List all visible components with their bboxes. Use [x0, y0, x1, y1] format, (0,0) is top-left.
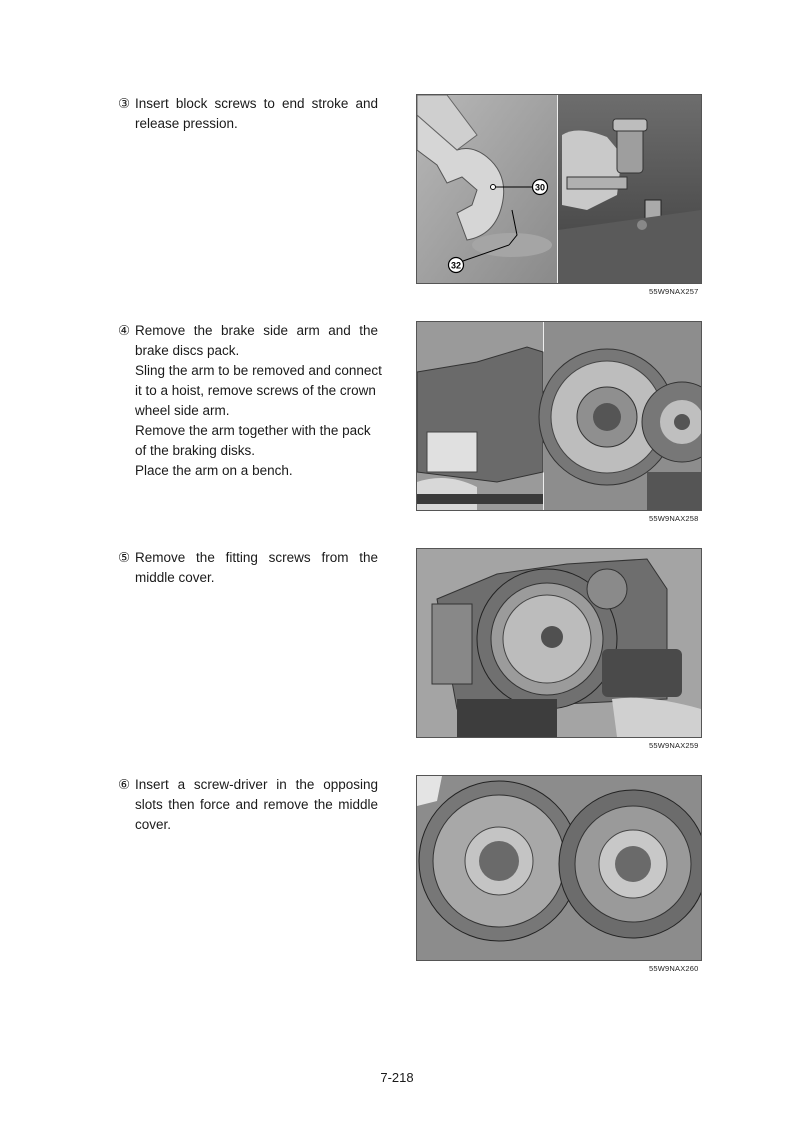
step-line: release pression.: [135, 116, 238, 131]
step-line: Sling the arm to be removed and connect: [135, 363, 382, 378]
step-line: Remove the fitting screws from the: [135, 550, 378, 565]
callout-32: 32: [450, 260, 462, 271]
image-code: 55W9NAX259: [649, 741, 699, 750]
image-code: 55W9NAX257: [649, 287, 699, 296]
step-line: wheel side arm.: [135, 403, 230, 418]
step-line: Insert a screw-driver in the opposing: [135, 777, 378, 792]
step-line: it to a hoist, remove screws of the crown: [135, 383, 376, 398]
step-number: ③: [118, 96, 131, 111]
step-line: Place the arm on a bench.: [135, 463, 293, 478]
photo-middle-cover-screws: [416, 548, 702, 738]
photo-brake-side-arm: [416, 321, 702, 511]
step-text: [135, 775, 378, 835]
step-number: ⑥: [118, 777, 131, 792]
step-3: [118, 94, 378, 134]
page-number: 7-218: [380, 1070, 414, 1085]
image-code: 55W9NAX258: [649, 514, 699, 523]
step-text: [135, 548, 378, 588]
photo-middle-cover-removal: [416, 775, 702, 961]
step-number: ⑤: [118, 550, 131, 565]
step-4: [118, 321, 382, 481]
image-code: 55W9NAX260: [649, 964, 699, 973]
step-line: of the braking disks.: [135, 443, 256, 458]
step-line: middle cover.: [135, 570, 215, 585]
step-line: Remove the brake side arm and the: [135, 323, 378, 338]
step-number: ④: [118, 323, 131, 338]
step-line: Insert block screws to end stroke and: [135, 96, 378, 111]
step-5: [118, 548, 378, 588]
step-line: Remove the arm together with the pack: [135, 423, 371, 438]
step-text: [135, 321, 382, 481]
step-line: cover.: [135, 817, 172, 832]
callout-30: 30: [534, 182, 546, 193]
photo-wrench-block-screws: [416, 94, 702, 284]
step-text: [135, 94, 378, 134]
step-6: [118, 775, 378, 835]
step-line: brake discs pack.: [135, 343, 240, 358]
step-line: slots then force and remove the middle: [135, 797, 378, 812]
